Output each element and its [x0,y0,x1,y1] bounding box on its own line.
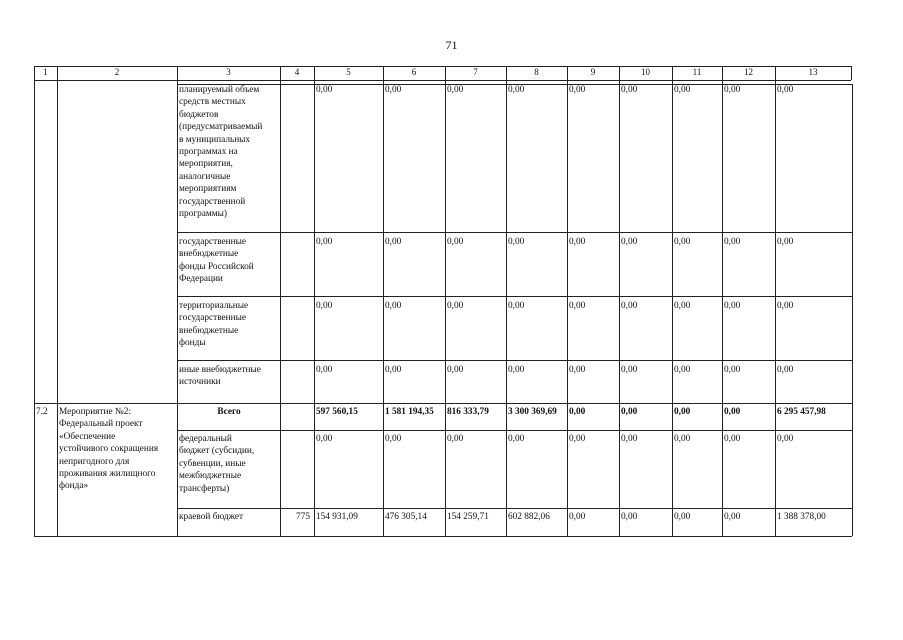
header-col-5: 5 [346,67,351,77]
value-cell-col-10: 0,00 [621,301,638,311]
header-col-12: 12 [744,67,753,77]
body-col-divider [383,80,384,536]
value-cell-col-7: 0,00 [447,365,464,375]
value-cell-col-9: 0,00 [569,301,586,311]
measure-name: Мероприятие №2: Федеральный проект «Обеспечение устойчивого сокращения непригодного для проживания жилищного фонда» [59,407,159,492]
row-rule [177,508,852,509]
body-col-divider [567,80,568,536]
value-cell-col-6: 0,00 [385,237,402,247]
value-cell-col-12: 0,00 [724,301,741,311]
value-cell-col-8: 0,00 [508,365,525,375]
value-cell-col-5: 0,00 [316,85,333,95]
value-cell-col-13: 0,00 [777,85,794,95]
value-cell-col-13: 0,00 [777,301,794,311]
header-col-9: 9 [590,67,596,77]
body-col-divider [177,80,178,536]
row-label: федеральный бюджет (субсидии, субвенции, иные межбюджетные трансферты) [179,434,255,494]
row-label: планируемый объем средств местных бюджетов (предусматриваемый в муниципальных программах на мероприятия, аналогичные мероприятиям государственной программы) [179,85,263,220]
row-label: территориальные государственные внебюджетные фонды [179,301,249,349]
value-cell-col-12: 0,00 [724,365,741,375]
value-cell-col-11: 0,00 [674,434,691,444]
row-label-total: Всего [217,407,241,417]
body-col-divider [506,80,507,536]
value-cell-col-10: 0,00 [621,85,638,95]
row-rule [177,430,852,431]
header-col-10: 10 [641,67,650,77]
value-cell-col-5: 0,00 [316,301,333,311]
value-cell-col-12: 0,00 [724,434,741,444]
value-cell-col-13: 0,00 [777,365,794,375]
value-cell-col-11: 0,00 [674,237,691,247]
page-number: 71 [445,38,458,52]
value-cell-col-8: 3 300 369,69 [508,407,557,417]
row-rule [177,232,852,233]
header-col-4: 4 [294,67,300,77]
value-cell-col-12: 0,00 [724,512,741,522]
value-cell-col-8: 0,00 [508,301,525,311]
value-cell-col-10: 0,00 [621,237,638,247]
value-cell-col-5: 154 931,09 [316,512,358,522]
header-col-divider [851,66,852,80]
value-cell-col-6: 476 305,14 [385,512,427,522]
value-cell-col-11: 0,00 [674,365,691,375]
value-cell-col-6: 1 581 194,35 [385,407,434,417]
body-col-divider [722,80,723,536]
row-rule [34,536,852,537]
header-col-2: 2 [114,67,120,77]
value-cell-col-7: 0,00 [447,85,464,95]
value-cell-col-6: 0,00 [385,85,402,95]
body-col-divider [619,80,620,536]
value-cell-col-7: 154 259,71 [447,512,489,522]
header-col-13: 13 [808,67,818,77]
body-right-edge [852,84,853,536]
header-col-8: 8 [534,67,539,77]
value-cell-col-13: 6 295 457,98 [777,407,826,417]
row-label: краевой бюджет [179,512,244,522]
body-col-divider [445,80,446,536]
value-cell-col-6: 0,00 [385,301,402,311]
value-cell-col-5: 0,00 [316,365,333,375]
body-col-divider [34,80,35,536]
row-rule [177,296,852,297]
header-col-3: 3 [226,67,231,77]
value-cell-col-12: 0,00 [724,85,741,95]
body-col-divider [672,80,673,536]
value-cell-col-9: 0,00 [569,407,586,417]
budget-code: 775 [296,512,310,522]
value-cell-col-7: 0,00 [447,434,464,444]
value-cell-col-12: 0,00 [724,407,741,417]
value-cell-col-5: 597 560,15 [316,407,358,417]
value-cell-col-8: 0,00 [508,85,525,95]
value-cell-col-9: 0,00 [569,365,586,375]
value-cell-col-7: 0,00 [447,237,464,247]
value-cell-col-5: 0,00 [316,237,333,247]
value-cell-col-6: 0,00 [385,434,402,444]
value-cell-col-10: 0,00 [621,512,638,522]
value-cell-col-7: 816 333,79 [447,407,489,417]
row-rule [177,360,852,361]
body-col-divider [775,80,776,536]
value-cell-col-11: 0,00 [674,85,691,95]
value-cell-col-11: 0,00 [674,407,691,417]
value-cell-col-9: 0,00 [569,237,586,247]
value-cell-col-5: 0,00 [316,434,333,444]
row-label: государственные внебюджетные фонды Российской Федерации [179,237,254,285]
row-label: иные внебюджетные источники [179,365,261,388]
value-cell-col-11: 0,00 [674,512,691,522]
value-cell-col-10: 0,00 [621,407,638,417]
body-col-divider [280,80,281,536]
value-cell-col-11: 0,00 [674,301,691,311]
header-col-1: 1 [43,67,48,77]
value-cell-col-8: 0,00 [508,237,525,247]
header-bottom-rule [34,80,851,81]
body-col-divider [57,80,58,536]
value-cell-col-13: 0,00 [777,237,794,247]
row-rule [34,403,852,404]
value-cell-col-13: 0,00 [777,434,794,444]
value-cell-col-9: 0,00 [569,512,586,522]
measure-number: 7.2 [36,407,48,417]
value-cell-col-13: 1 388 378,00 [777,512,826,522]
value-cell-col-9: 0,00 [569,85,586,95]
value-cell-col-6: 0,00 [385,365,402,375]
value-cell-col-12: 0,00 [724,237,741,247]
body-col-divider [314,80,315,536]
value-cell-col-9: 0,00 [569,434,586,444]
header-col-7: 7 [473,67,478,77]
value-cell-col-7: 0,00 [447,301,464,311]
value-cell-col-10: 0,00 [621,434,638,444]
value-cell-col-8: 602 882,06 [508,512,550,522]
value-cell-col-8: 0,00 [508,434,525,444]
value-cell-col-10: 0,00 [621,365,638,375]
header-col-11: 11 [692,67,702,77]
header-col-6: 6 [411,67,417,77]
